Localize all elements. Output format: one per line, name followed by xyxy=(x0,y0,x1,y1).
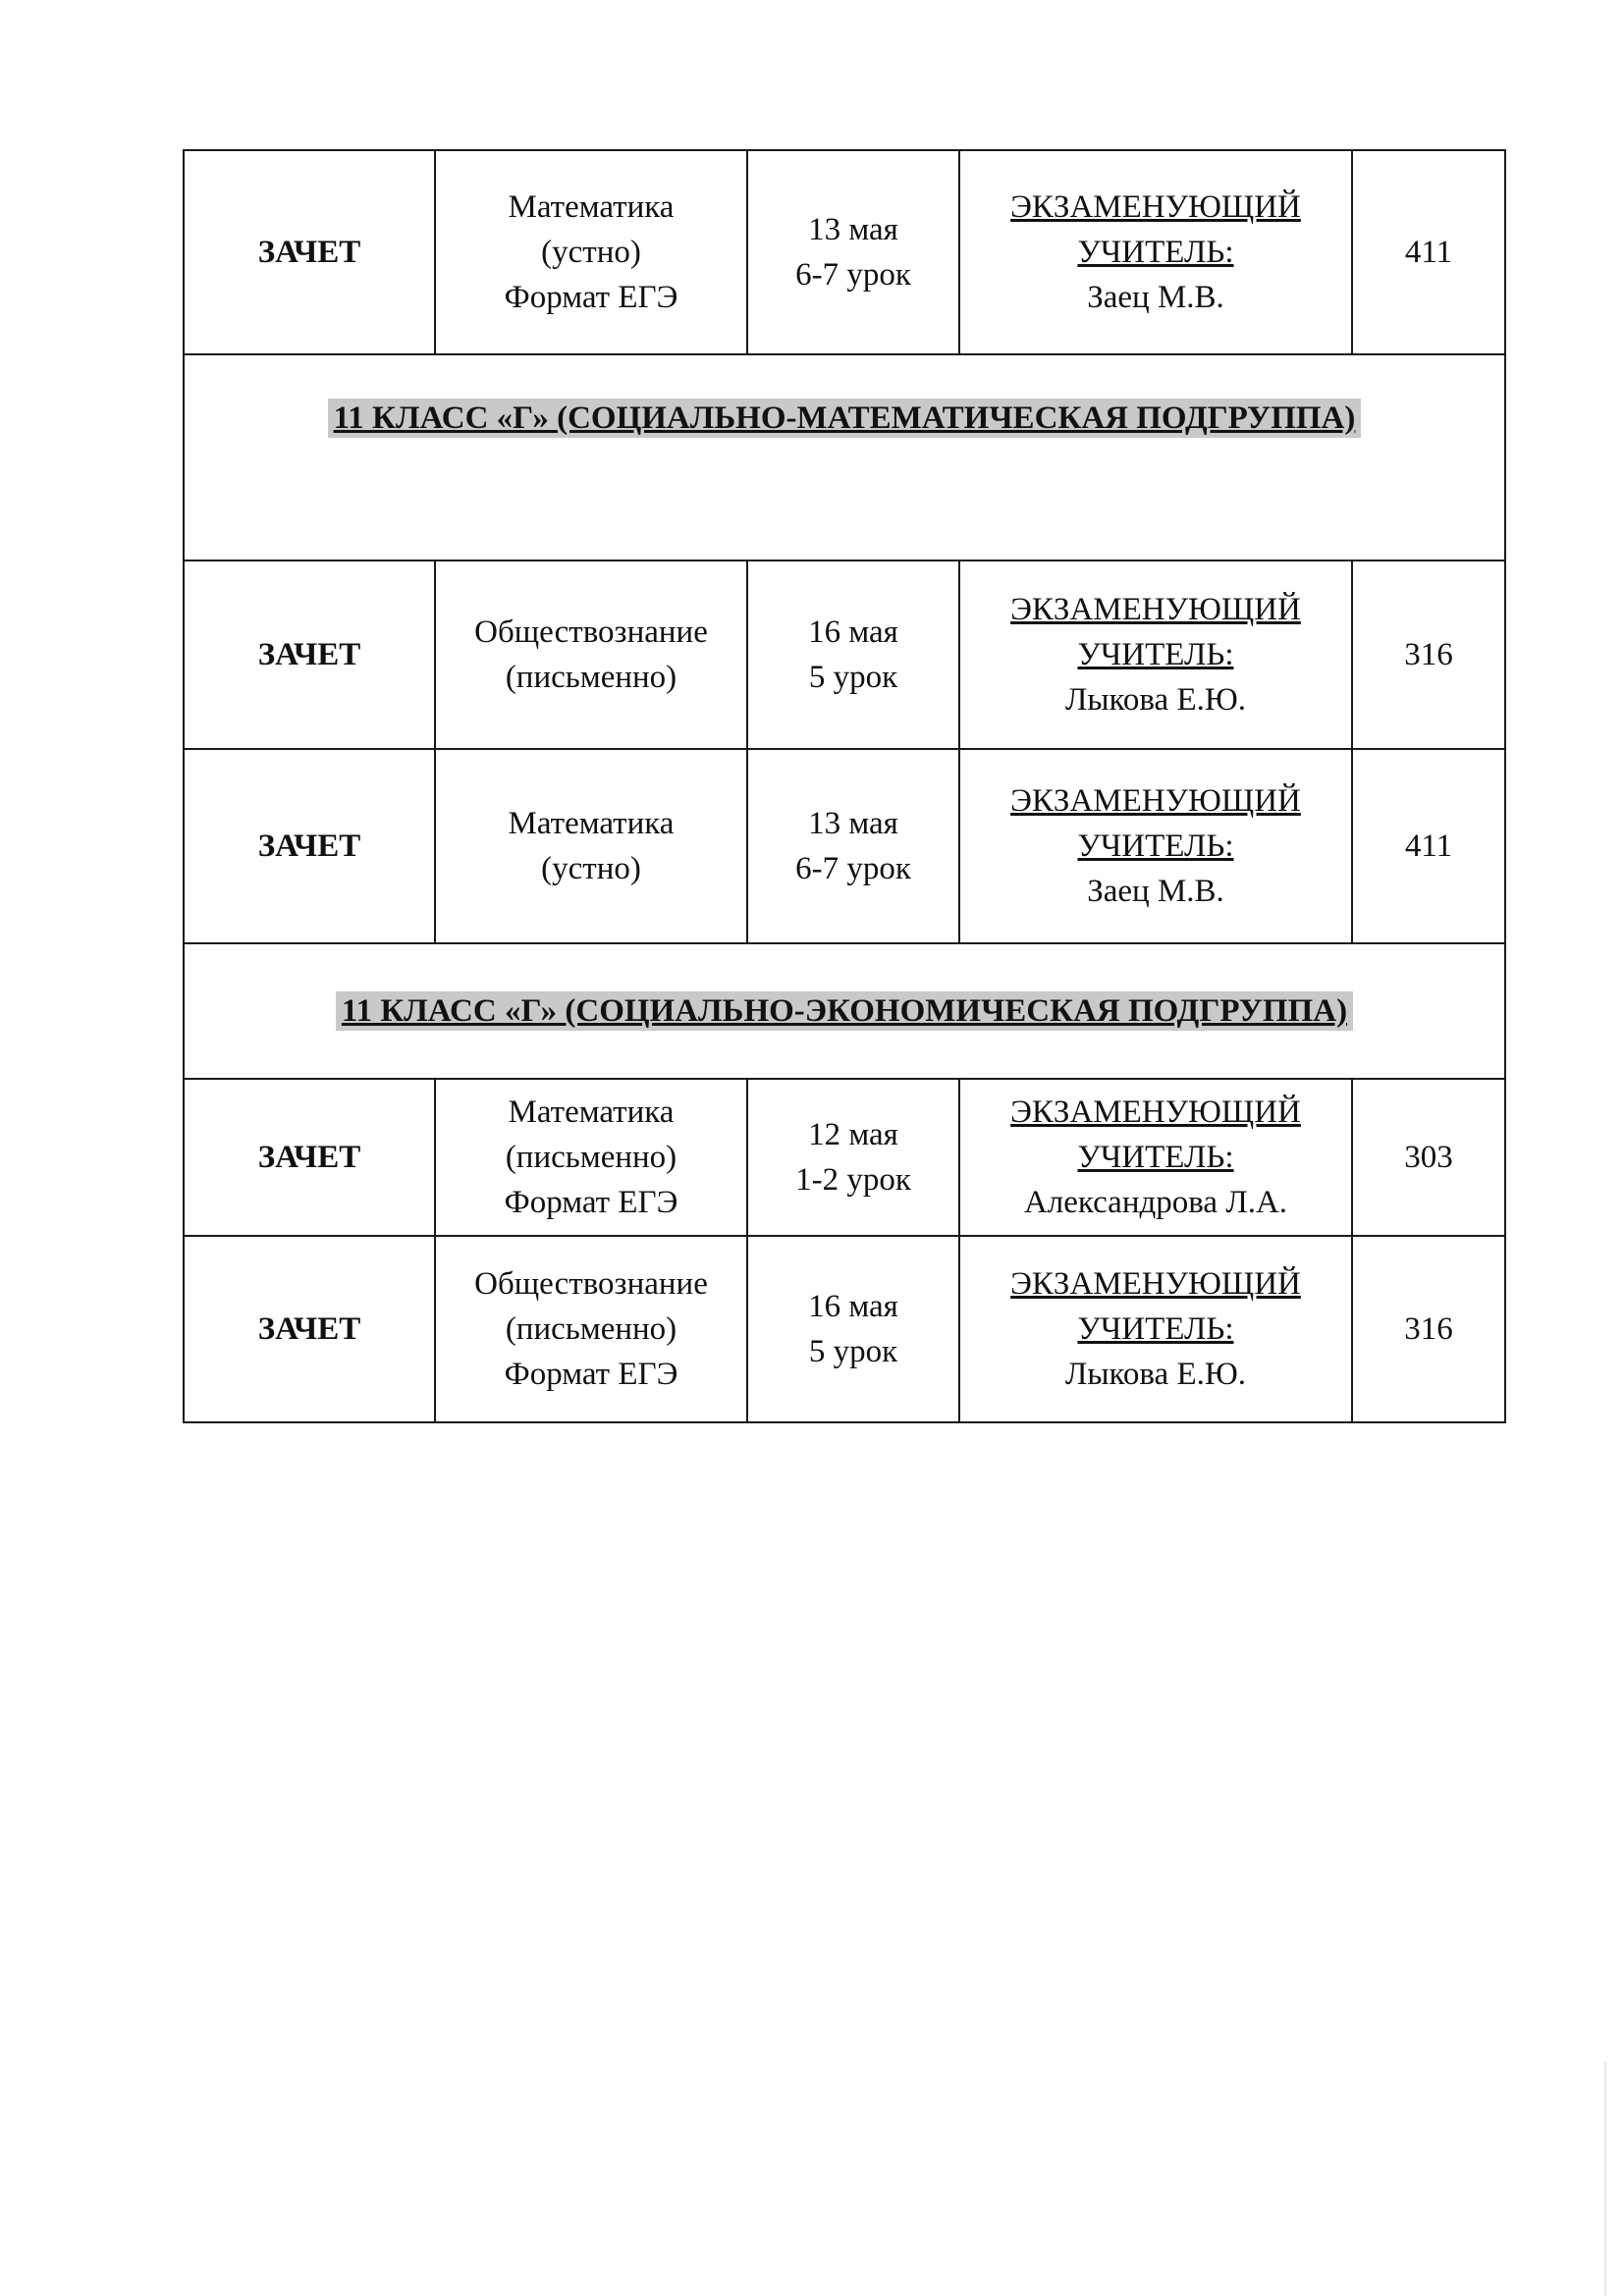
teacher-name: Александрова Л.А. xyxy=(1023,1185,1288,1220)
teacher-label: ЭКЗАМЕНУЮЩИЙ xyxy=(1010,783,1301,819)
room-cell: 316 xyxy=(1352,561,1505,749)
teacher-label: УЧИТЕЛЬ: xyxy=(1077,1140,1234,1175)
exam-schedule-table xyxy=(183,149,1506,1423)
subject-line: Обществознание xyxy=(474,1266,708,1302)
teacher-cell xyxy=(959,150,1352,354)
teacher-name: Лыкова Е.Ю. xyxy=(1064,1357,1247,1392)
table-row xyxy=(184,150,1505,354)
teacher-cell xyxy=(959,1079,1352,1236)
schedule-page xyxy=(183,149,1504,1423)
subject-line: Математика xyxy=(508,806,675,841)
subject-line: Формат ЕГЭ xyxy=(504,1185,678,1220)
section-header-row xyxy=(184,354,1505,561)
room-cell: 411 xyxy=(1352,150,1505,354)
teacher-label: УЧИТЕЛЬ: xyxy=(1077,637,1234,672)
subject-line: (устно) xyxy=(541,235,641,270)
teacher-label: ЭКЗАМЕНУЮЩИЙ xyxy=(1010,1095,1301,1130)
teacher-name: Заец М.В. xyxy=(1087,874,1224,909)
subject-cell xyxy=(435,150,747,354)
subject-line: (устно) xyxy=(541,851,641,886)
subject-line: (письменно) xyxy=(505,1311,677,1347)
date-line: 16 мая xyxy=(808,614,898,650)
table-row xyxy=(184,561,1505,749)
exam-type-cell: ЗАЧЕТ xyxy=(184,150,435,354)
teacher-label: УЧИТЕЛЬ: xyxy=(1077,235,1234,270)
exam-type-cell: ЗАЧЕТ xyxy=(184,1236,435,1422)
date-line: 12 мая xyxy=(808,1117,898,1152)
date-cell xyxy=(747,1079,959,1236)
table-row xyxy=(184,1079,1505,1236)
teacher-label: УЧИТЕЛЬ: xyxy=(1077,828,1234,864)
date-cell xyxy=(747,561,959,749)
date-line: 13 мая xyxy=(808,806,898,841)
lesson-line: 6-7 урок xyxy=(795,851,911,886)
teacher-label: ЭКЗАМЕНУЮЩИЙ xyxy=(1010,189,1301,225)
table-row xyxy=(184,1236,1505,1422)
subject-line: (письменно) xyxy=(505,1140,677,1175)
exam-type-cell: ЗАЧЕТ xyxy=(184,1079,435,1236)
teacher-cell xyxy=(959,749,1352,943)
subject-line: (письменно) xyxy=(505,660,677,695)
exam-type-cell: ЗАЧЕТ xyxy=(184,749,435,943)
section-header-row xyxy=(184,943,1505,1079)
date-cell xyxy=(747,150,959,354)
table-row xyxy=(184,749,1505,943)
room-cell: 411 xyxy=(1352,749,1505,943)
teacher-label: УЧИТЕЛЬ: xyxy=(1077,1311,1234,1347)
date-cell xyxy=(747,749,959,943)
class-header: 11 КЛАСС «Г» (СОЦИАЛЬНО-ЭКОНОМИЧЕСКАЯ ПОДГРУППА) xyxy=(336,991,1353,1031)
lesson-line: 6-7 урок xyxy=(795,257,911,293)
lesson-line: 5 урок xyxy=(808,1334,898,1369)
subject-line: Формат ЕГЭ xyxy=(504,1357,678,1392)
room-cell: 316 xyxy=(1352,1236,1505,1422)
scan-edge-line xyxy=(1604,2061,1606,2296)
teacher-cell xyxy=(959,561,1352,749)
subject-cell xyxy=(435,749,747,943)
teacher-name: Заец М.В. xyxy=(1087,280,1224,315)
date-cell xyxy=(747,1236,959,1422)
subject-line: Обществознание xyxy=(474,614,708,650)
subject-line: Формат ЕГЭ xyxy=(504,280,678,315)
class-header: 11 КЛАСС «Г» (СОЦИАЛЬНО-МАТЕМАТИЧЕСКАЯ ПОДГРУППА) xyxy=(328,399,1362,438)
teacher-cell xyxy=(959,1236,1352,1422)
subject-line: Математика xyxy=(508,1095,675,1130)
date-line: 13 мая xyxy=(808,212,898,247)
teacher-label: ЭКЗАМЕНУЮЩИЙ xyxy=(1010,592,1301,627)
subject-line: Математика xyxy=(508,189,675,225)
room-cell: 303 xyxy=(1352,1079,1505,1236)
subject-cell xyxy=(435,1236,747,1422)
subject-cell xyxy=(435,1079,747,1236)
date-line: 16 мая xyxy=(808,1289,898,1324)
lesson-line: 5 урок xyxy=(808,660,898,695)
teacher-name: Лыкова Е.Ю. xyxy=(1064,682,1247,718)
subject-cell xyxy=(435,561,747,749)
teacher-label: ЭКЗАМЕНУЮЩИЙ xyxy=(1010,1266,1301,1302)
exam-type-cell: ЗАЧЕТ xyxy=(184,561,435,749)
lesson-line: 1-2 урок xyxy=(795,1162,911,1198)
